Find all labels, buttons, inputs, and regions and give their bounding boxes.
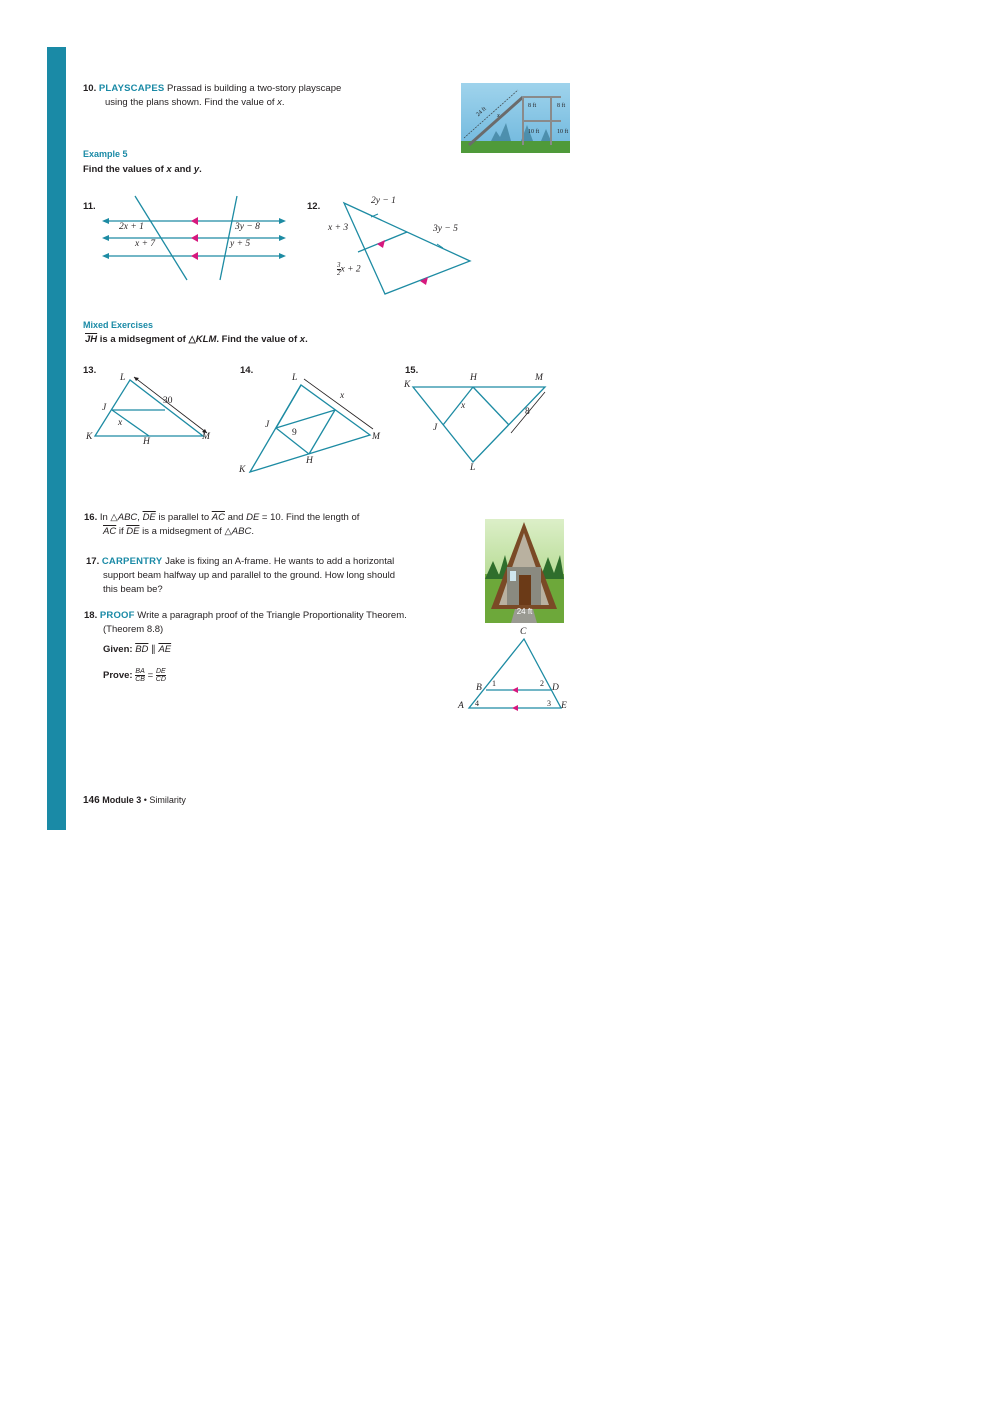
problem-tag: CARPENTRY: [101, 556, 163, 567]
problem-10-line2: [105, 96, 285, 110]
instruction: [85, 333, 308, 347]
side-value: 30: [163, 396, 173, 406]
page-number: 146: [83, 795, 100, 806]
angle-number: 3: [547, 699, 551, 708]
problem-text: is parallel to: [155, 512, 212, 523]
problem-18: [84, 609, 407, 623]
problem-16-line2: [103, 525, 254, 539]
variable: y: [193, 164, 200, 175]
segment-name: $\overline{AC}$: [103, 526, 117, 537]
variable: x: [166, 164, 172, 175]
prove-statement: [103, 666, 166, 686]
module-name: Module 3: [102, 795, 142, 805]
side-value: 9: [292, 428, 297, 438]
triangle-figure-13: [90, 375, 220, 445]
punctuation: .: [251, 526, 254, 537]
triangle-figure-15: [405, 380, 555, 470]
denominator: 2: [337, 269, 341, 277]
problem-text: this beam be?: [103, 584, 163, 595]
given-label: Given:: [103, 644, 136, 655]
segment-name: $\overline{BD}$: [135, 644, 149, 655]
vertex-label: L: [120, 373, 126, 383]
side-accent-bar: [47, 47, 66, 830]
problem-number: 10.: [83, 83, 97, 94]
problem-text: Write a paragraph proof of the Triangle Proportionality Theorem.: [137, 610, 407, 621]
denominator: CD: [155, 675, 166, 683]
angle-label: 2x + 1: [119, 222, 144, 232]
problem-number: 11.: [83, 201, 96, 212]
width-label: 24 ft: [516, 607, 533, 616]
dimension-label: 24 ft: [475, 106, 488, 118]
vertex-label: E: [561, 701, 567, 711]
equals-sign: =: [144, 670, 156, 681]
angle-number: 4: [475, 699, 479, 708]
problem-text: if: [116, 526, 127, 537]
variable: x: [277, 97, 282, 108]
vertex-label: M: [372, 432, 380, 442]
segment-name: $\overline{DE}$: [126, 526, 140, 537]
side-label: x + 3: [328, 223, 349, 233]
vertex-label: D: [552, 683, 559, 693]
triangle-figure-18: [464, 636, 574, 716]
problem-text: is a midsegment of △: [139, 526, 232, 537]
prove-label: Prove:: [103, 670, 136, 681]
variable: x: [299, 334, 306, 345]
problem-tag: PLAYSCAPES: [98, 83, 165, 94]
instruction: [83, 163, 202, 177]
side-label: 3y − 5: [433, 224, 458, 234]
instruction-text: and: [171, 164, 194, 175]
a-frame-photo: [485, 519, 564, 623]
vertex-label: B: [476, 683, 482, 693]
problem-text: = 10. Find the length of: [259, 512, 360, 523]
angle-number: 1: [492, 679, 496, 688]
problem-number: 14.: [240, 365, 254, 376]
dimension-label: x: [497, 113, 500, 119]
parallel-lines-figure: [100, 192, 300, 282]
problem-number: 15.: [405, 365, 419, 376]
instruction-text: is a midsegment of △: [97, 334, 196, 345]
segment-name: $\overline{AC}$: [211, 512, 225, 523]
vertex-label: J: [102, 403, 107, 413]
dimension-label: 8 ft: [528, 103, 537, 109]
angle-label: y + 5: [230, 239, 251, 249]
problem-tag: PROOF: [99, 610, 135, 621]
vertex-label: J: [433, 423, 438, 433]
page-footer: [83, 795, 186, 806]
problem-text: (Theorem 8.8): [103, 624, 164, 635]
numerator: BA: [135, 667, 145, 675]
problem-17: [86, 555, 394, 569]
vertex-label: L: [470, 463, 476, 473]
vertex-label: J: [265, 420, 270, 430]
segment-name: $\overline{JH}$: [85, 334, 98, 345]
vertex-label: H: [143, 437, 150, 447]
problem-text: and: [224, 512, 247, 523]
triangle-name: KLM: [195, 334, 217, 345]
problem-number: 17.: [86, 556, 100, 567]
problem-text: Jake is fixing an A-frame. He wants to add a horizontal: [165, 556, 395, 567]
vertex-label: H: [306, 456, 313, 466]
triangle-name: ABC: [117, 512, 138, 523]
vertex-label: K: [239, 465, 246, 475]
vertex-label: C: [520, 627, 527, 637]
vertex-label: L: [292, 373, 298, 383]
vertex-label: K: [86, 432, 93, 442]
expression: x + 2: [340, 264, 361, 275]
fraction: [135, 668, 145, 683]
angle-label: x + 7: [135, 239, 156, 249]
denominator: CB: [135, 675, 145, 683]
problem-text: support beam halfway up and parallel to the ground. How long should: [103, 570, 396, 581]
segment-name: DE: [246, 512, 260, 523]
vertex-label: M: [202, 432, 210, 442]
problem-number: 12.: [307, 201, 321, 212]
problem-10: [83, 82, 341, 96]
vertex-label: H: [470, 373, 477, 383]
numerator: 3: [337, 261, 341, 269]
side-label: 2y − 1: [371, 196, 396, 206]
problem-text: using the plans shown. Find the value of: [105, 97, 278, 108]
problem-16: [84, 511, 359, 525]
punctuation: .: [281, 97, 285, 108]
segment-name: $\overline{AE}$: [158, 644, 172, 655]
problem-number: 13.: [83, 365, 97, 376]
section-heading: Example 5: [83, 149, 128, 159]
side-value: 8: [525, 407, 530, 417]
side-label: [337, 262, 361, 277]
instruction-text: Find the values of: [83, 164, 167, 175]
problem-text: Prassad is building a two-story playscape: [167, 83, 342, 94]
problem-number: 16.: [84, 512, 98, 523]
problem-text: In △: [99, 512, 118, 523]
instruction-text: . Find the value of: [216, 334, 300, 345]
fraction: [156, 668, 166, 683]
angle-label: 3y − 8: [235, 222, 260, 232]
side-label: x: [118, 418, 123, 428]
numerator: DE: [155, 667, 166, 675]
dimension-label: 8 ft: [557, 103, 566, 109]
problem-number: 18.: [84, 610, 98, 621]
dimension-label: 10 ft: [557, 129, 569, 135]
vertex-label: M: [535, 373, 543, 383]
separator: •: [141, 795, 150, 805]
dimension-label: 10 ft: [528, 129, 540, 135]
side-label: x: [461, 401, 466, 411]
problem-text: ,: [137, 512, 143, 523]
triangle-figure-12: [340, 198, 480, 298]
vertex-label: K: [404, 380, 411, 390]
parallel-symbol: ∥: [148, 644, 159, 655]
playscape-photo: [461, 83, 570, 153]
given-statement: [103, 643, 171, 657]
module-topic: Similarity: [149, 795, 186, 805]
angle-number: 2: [540, 679, 544, 688]
punctuation: .: [199, 164, 202, 175]
punctuation: .: [305, 334, 308, 345]
side-label: x: [340, 391, 345, 401]
triangle-name: ABC: [231, 526, 252, 537]
vertex-label: A: [458, 701, 464, 711]
segment-name: $\overline{DE}$: [142, 512, 156, 523]
section-heading: Mixed Exercises: [83, 320, 154, 330]
